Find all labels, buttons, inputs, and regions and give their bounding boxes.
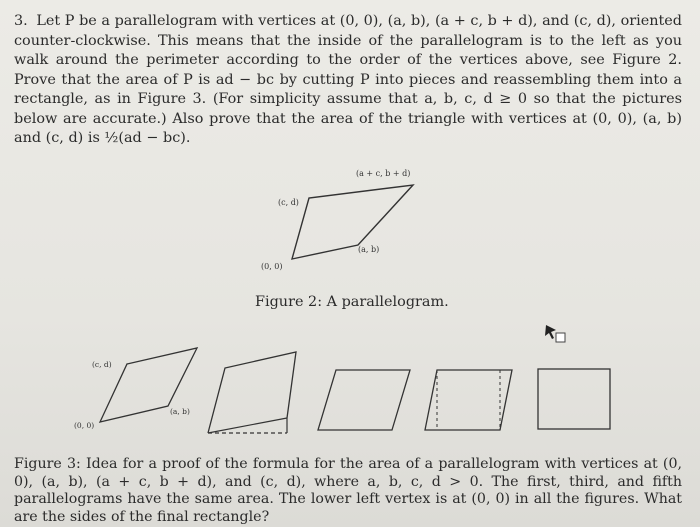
figure3-label-ab: (a, b) <box>170 407 190 416</box>
figure2-label-cd: (c, d) <box>278 198 299 207</box>
mouse-cursor-icon <box>545 325 565 342</box>
figure3-caption-block <box>14 456 682 526</box>
problem-number: 3. <box>14 13 28 29</box>
figure3-label-origin: (0, 0) <box>74 421 95 430</box>
figure2-label-ab: (a, b) <box>358 245 380 254</box>
figure3-shape-3-parallelogram <box>318 370 410 430</box>
figure2-parallelogram <box>292 185 413 259</box>
figure2-caption: Figure 2: A parallelogram. <box>255 294 449 310</box>
figure3-shape-4 <box>425 370 512 430</box>
figure3-label-cd: (c, d) <box>92 360 112 369</box>
problem-text: Let P be a parallelogram with vertices at (0, 0), (a, b), (a + c, b + d), and (c, d), oriented counter-clockwise. This means that the inside of the parallelogram is to the left as you walk around the perimeter according to the order of the vertices above, see Figure 2. Prove that the area of P is ad − bc by cutting P into pieces and reassembling them into a rectangle, as in Figure 3. (For simplicity assume that a, b, c, d ≥ 0 so that the pictures below are accurate.) Also prove that the area of the triangle with vertices at (0, 0), (a, b) and (c, d) is ½(ad − bc). <box>14 13 683 146</box>
figure3-shape-2 <box>208 352 296 433</box>
figure3-caption: Figure 3: Idea for a proof of the formula for the area of a parallelogram with vertices at (0, 0), (a, b), (a + c, b + d), and (c, d), where a, b, c, d > 0. The first, third, and fifth parallelograms have the same area. The lower left vertex is at (0, 0) in all the figures. What are the sides of the final rectangle? <box>14 456 682 525</box>
figure2-label-top: (a + c, b + d) <box>356 169 411 178</box>
figure2-label-origin: (0, 0) <box>261 262 283 271</box>
figure3-shape-5-rectangle <box>538 369 610 429</box>
